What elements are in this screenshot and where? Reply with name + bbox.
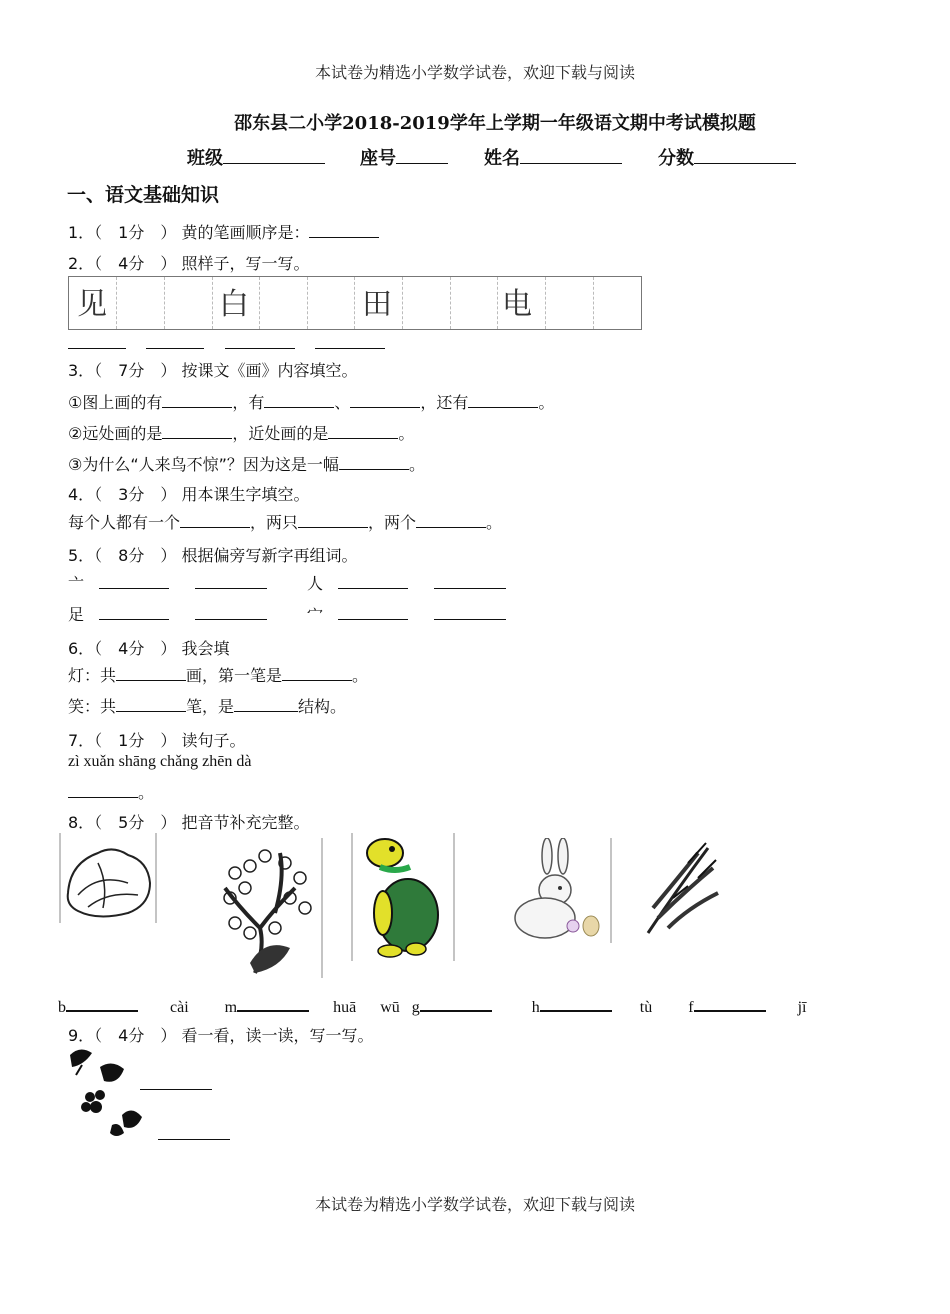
q3-line-1 [68, 390, 554, 413]
question-1 [68, 220, 379, 243]
q3-blank[interactable] [328, 424, 398, 439]
q5-blank[interactable] [99, 605, 169, 620]
q5-blank[interactable] [99, 574, 169, 589]
q3-blank[interactable] [162, 424, 232, 439]
q3-line-2 [68, 421, 414, 444]
class-label: 班级 [187, 148, 223, 169]
q6-l1-text: 。 [352, 666, 369, 685]
q4-number: 4．（ 3分 ） [68, 485, 177, 504]
syllable: cài [170, 999, 189, 1016]
q4-l1-text: ，两只 [250, 513, 299, 532]
question-6 [68, 636, 229, 659]
q3-text: 按课文《画》内容填空。 [181, 361, 358, 380]
q3-l1-text: 、 [334, 393, 351, 412]
q7-blank[interactable] [68, 783, 138, 798]
grid-char-2: 白 [219, 287, 249, 322]
q6-l1-text: 灯：共 [68, 666, 117, 685]
q5-text: 根据偏旁写新字再组词。 [181, 546, 358, 565]
syllable: h [531, 999, 540, 1016]
q5-row-1b [307, 571, 506, 594]
q8-text: 把音节补充完整。 [181, 813, 310, 832]
q6-l1-text: 画，第一笔是 [186, 666, 283, 685]
q7-answer [68, 780, 154, 803]
q5-row-2 [68, 602, 267, 625]
q8-blank[interactable] [66, 996, 138, 1012]
q3-blank[interactable] [162, 393, 232, 408]
q4-blank[interactable] [180, 513, 250, 528]
q5-number: 5．（ 8分 ） [68, 546, 177, 565]
q6-blank[interactable] [282, 666, 352, 681]
q4-blank[interactable] [416, 513, 486, 528]
q3-number: 3．（ 7分 ） [68, 361, 177, 380]
q2-blank[interactable] [68, 334, 126, 349]
q3-l1-text: 。 [538, 393, 555, 412]
radical: 足 [68, 605, 85, 624]
q4-line-1 [68, 510, 502, 533]
q6-blank[interactable] [116, 666, 186, 681]
score-field[interactable] [658, 144, 796, 170]
q5-blank[interactable] [195, 605, 267, 620]
page-footer: 本试卷为精选小学数学试卷，欢迎下载与阅读 [314, 1195, 635, 1214]
q3-blank[interactable] [339, 455, 409, 470]
q4-l1-text: 每个人都有一个 [68, 513, 181, 532]
q5-row-1 [68, 571, 267, 594]
q3-l1-text: ，还有 [420, 393, 469, 412]
q9-blank[interactable] [140, 1075, 212, 1090]
q4-text: 用本课生字填空。 [181, 485, 310, 504]
q6-number: 6．（ 4分 ） [68, 639, 177, 658]
q8-blank[interactable] [694, 996, 766, 1012]
q8-blank[interactable] [237, 996, 309, 1012]
turtle-picture [350, 833, 456, 963]
q9-number: 9．（ 4分 ） [68, 1026, 177, 1045]
q9-answer-1 [140, 1075, 212, 1094]
q2-blank[interactable] [315, 334, 385, 349]
radical: 人 [307, 574, 324, 593]
q3-blank[interactable] [350, 393, 420, 408]
q6-line-2 [68, 694, 346, 717]
q2-text: 照样子，写一写。 [181, 254, 310, 273]
syllable: f [688, 999, 694, 1016]
q3-blank[interactable] [468, 393, 538, 408]
q4-l1-text: 。 [486, 513, 503, 532]
radical: 宀 [307, 605, 324, 624]
q8-pinyin-line [58, 996, 806, 1017]
question-9 [68, 1023, 373, 1046]
grid-char-4: 电 [502, 287, 532, 322]
q5-blank[interactable] [338, 574, 408, 589]
syllable: wū [380, 999, 400, 1016]
q7-text: 读句子。 [181, 731, 246, 750]
q3-l3-text: ③为什么“人来鸟不惊”？因为这是一幅 [68, 455, 339, 474]
exam-title: 邵东县二小学2018-2019学年上学期一年级语文期中考试模拟题 [234, 113, 756, 134]
q4-l1-text: ，两个 [368, 513, 417, 532]
q3-blank[interactable] [264, 393, 334, 408]
q5-row-2b [307, 602, 506, 625]
q6-l2-text: 笔，是 [186, 697, 235, 716]
q1-blank[interactable] [309, 223, 379, 238]
syllable: g [411, 999, 420, 1016]
q3-l1-text: ，有 [232, 393, 265, 412]
question-3 [68, 358, 357, 381]
q3-line-3 [68, 452, 425, 475]
syllable: tù [639, 999, 653, 1016]
grid-char-1: 见 [77, 287, 107, 322]
question-7 [68, 728, 245, 751]
score-label: 分数 [658, 148, 694, 169]
q6-blank[interactable] [234, 697, 298, 712]
cabbage-picture [58, 833, 158, 925]
bamboo-picture [628, 838, 728, 938]
q7-end: 。 [138, 783, 155, 802]
q7-number: 7．（ 1分 ） [68, 731, 177, 750]
q9-answer-2 [158, 1125, 230, 1144]
grid-char-3: 田 [362, 287, 392, 322]
question-2 [68, 251, 309, 274]
class-field[interactable] [187, 144, 325, 170]
q5-blank[interactable] [434, 574, 506, 589]
q3-l2-text: ，近处画的是 [232, 424, 329, 443]
q1-number: 1．（ 1分 ） [68, 223, 177, 242]
q6-l2-text: 笑：共 [68, 697, 117, 716]
q6-l2-text: 结构。 [298, 697, 347, 716]
page-header: 本试卷为精选小学数学试卷，欢迎下载与阅读 [314, 63, 635, 82]
syllable: b [58, 999, 66, 1016]
q5-blank[interactable] [195, 574, 267, 589]
q7-pinyin: zì xuǎn shāng chǎng zhēn dà [68, 753, 252, 770]
syllable: huā [333, 999, 357, 1016]
q3-l3-text: 。 [408, 455, 425, 474]
question-4 [68, 482, 309, 505]
q6-line-1 [68, 663, 368, 686]
rabbit-picture [505, 838, 615, 943]
q3-l2-text: 。 [398, 424, 415, 443]
q8-blank[interactable] [540, 996, 612, 1012]
q5-blank[interactable] [338, 605, 408, 620]
q5-blank[interactable] [434, 605, 506, 620]
q4-blank[interactable] [298, 513, 368, 528]
seat-field[interactable] [360, 144, 448, 170]
seat-label: 座号 [360, 148, 396, 169]
q6-blank[interactable] [116, 697, 186, 712]
syllable: m [224, 999, 238, 1016]
footprints-picture [62, 1045, 152, 1143]
writing-grid [68, 276, 642, 330]
q9-blank[interactable] [158, 1125, 230, 1140]
q9-text: 看一看，读一读，写一写。 [181, 1026, 374, 1045]
name-field[interactable] [484, 144, 622, 170]
q3-l2-text: ②远处画的是 [68, 424, 163, 443]
q8-blank[interactable] [420, 996, 492, 1012]
plum-blossom-picture [205, 838, 325, 978]
syllable: jī [797, 999, 807, 1016]
q8-number: 8．（ 5分 ） [68, 813, 177, 832]
q1-text: 黄的笔画顺序是： [181, 223, 310, 242]
question-8 [68, 810, 309, 833]
q6-text: 我会填 [181, 639, 230, 658]
q3-l1-text: ①图上画的有 [68, 393, 163, 412]
q2-blank[interactable] [146, 334, 204, 349]
name-label: 姓名 [484, 148, 520, 169]
section-heading: 一、语文基础知识 [67, 184, 220, 206]
q2-blank[interactable] [225, 334, 295, 349]
question-5 [68, 543, 357, 566]
q2-number: 2．（ 4分 ） [68, 254, 177, 273]
radical: 亠 [68, 574, 85, 593]
q2-answer-blanks [68, 334, 385, 353]
